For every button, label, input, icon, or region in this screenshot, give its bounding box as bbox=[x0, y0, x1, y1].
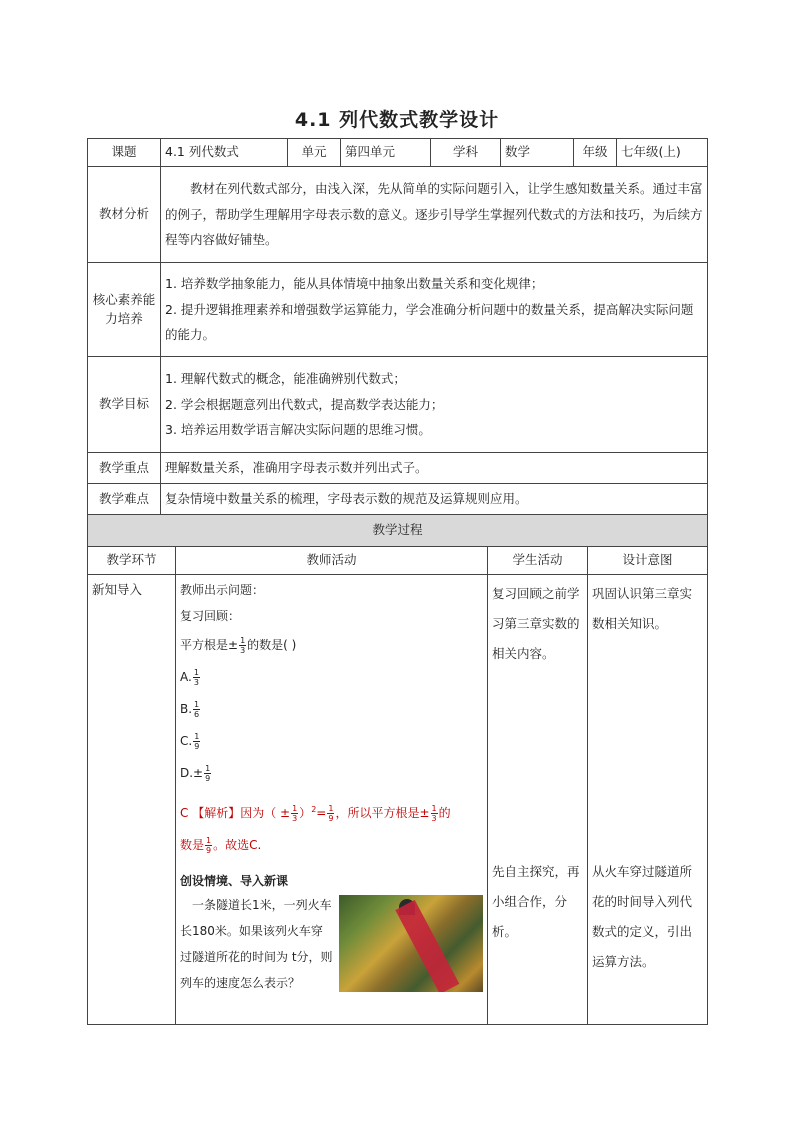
core-item-2: 2. 提升逻辑推理素养和增强数学运算能力，学会准确分析问题中的数量关系，提高解决实际问题的能力。 bbox=[165, 301, 694, 343]
red-bridge-shape bbox=[395, 900, 459, 992]
col-header-stage: 教学环节 bbox=[88, 547, 176, 575]
design-intent-2: 从火车穿过隧道所花的时间导入列代数式的定义，引出运算方法。 bbox=[592, 864, 693, 969]
question-line: 平方根是± $\frac{1}{3}$ 的数是( ) bbox=[180, 636, 297, 655]
subject-value: 数学 bbox=[501, 139, 574, 167]
process-table bbox=[87, 514, 708, 1025]
train-bridge-photo bbox=[339, 895, 483, 992]
option-b: B. $\frac{1}{6}$ bbox=[180, 700, 200, 719]
goals-label: 教学目标 bbox=[88, 357, 161, 453]
section-heading: 创设情境、导入新课 bbox=[180, 874, 289, 888]
topic-label: 课题 bbox=[88, 139, 161, 167]
analysis-text: 教材在列代数式部分，由浅入深，先从简单的实际问题引入，让学生感知数量关系。通过丰富的例子，帮助学生理解用字母表示数的意义。逐步引导学生掌握列代数式的方法和技巧，为后续方程等内容做好铺垫。 bbox=[161, 167, 708, 263]
col-header-student: 学生活动 bbox=[488, 547, 588, 575]
core-item-1: 1. 培养数学抽象能力，能从具体情境中抽象出数量关系和变化规律； bbox=[165, 276, 544, 292]
option-d: D.± $\frac{1}{9}$ bbox=[180, 764, 211, 783]
student-activity-1: 复习回顾之前学习第三章实数的相关内容。 bbox=[492, 586, 580, 661]
info-table bbox=[87, 138, 708, 515]
option-a: A. $\frac{1}{3}$ bbox=[180, 668, 199, 687]
process-title: 教学过程 bbox=[88, 515, 708, 547]
key-point-label: 教学重点 bbox=[88, 453, 161, 484]
topic-value: 4.1 列代数式 bbox=[161, 139, 288, 167]
answer-line-1: C 【解析】因为（ ± $\frac{1}{3}$ ）$^2$= $\frac{1}{9}$ ，所以平方根是± $\frac{1}{3}$ 的 bbox=[180, 804, 451, 823]
page-title: 4.1 列代数式教学设计 bbox=[294, 109, 500, 131]
difficulty-text: 复杂情境中数量关系的梳理，字母表示数的规范及运算规则应用。 bbox=[161, 484, 708, 515]
option-c: C. $\frac{1}{9}$ bbox=[180, 732, 200, 751]
design-intent-1: 巩固认识第三章实数相关知识。 bbox=[592, 586, 693, 631]
col-header-teacher: 教师活动 bbox=[176, 547, 488, 575]
answer-line-2: 数是 $\frac{1}{9}$ 。故选C. bbox=[180, 836, 262, 855]
goal-item-3: 3. 培养运用数学语言解决实际问题的思维习惯。 bbox=[165, 422, 431, 438]
goal-item-2: 2. 学会根据题意列出代数式，提高数学表达能力； bbox=[165, 396, 444, 412]
goal-item-1: 1. 理解代数式的概念，能准确辨别代数式； bbox=[165, 371, 406, 387]
stage-name: 新知导入 bbox=[88, 575, 176, 1025]
grade-value: 七年级(上) bbox=[617, 139, 708, 167]
unit-value: 第四单元 bbox=[341, 139, 431, 167]
grade-label: 年级 bbox=[574, 139, 617, 167]
col-header-intent: 设计意图 bbox=[588, 547, 708, 575]
teacher-line-1: 教师出示问题： bbox=[180, 583, 265, 597]
analysis-label: 教材分析 bbox=[88, 167, 161, 263]
difficulty-label: 教学难点 bbox=[88, 484, 161, 515]
unit-label: 单元 bbox=[288, 139, 341, 167]
teacher-line-2: 复习回顾： bbox=[180, 609, 241, 623]
subject-label: 学科 bbox=[431, 139, 501, 167]
story-text: 一条隧道长1米，一列火车长180米。如果该列火车穿过隧道所花的时间为 t分，则列车的速度怎么表示？ bbox=[180, 892, 483, 996]
core-label: 核心素养能力培养 bbox=[88, 263, 161, 357]
key-point-text: 理解数量关系，准确用字母表示数并列出式子。 bbox=[161, 453, 708, 484]
student-activity-2: 先自主探究，再小组合作，分析。 bbox=[492, 864, 580, 939]
